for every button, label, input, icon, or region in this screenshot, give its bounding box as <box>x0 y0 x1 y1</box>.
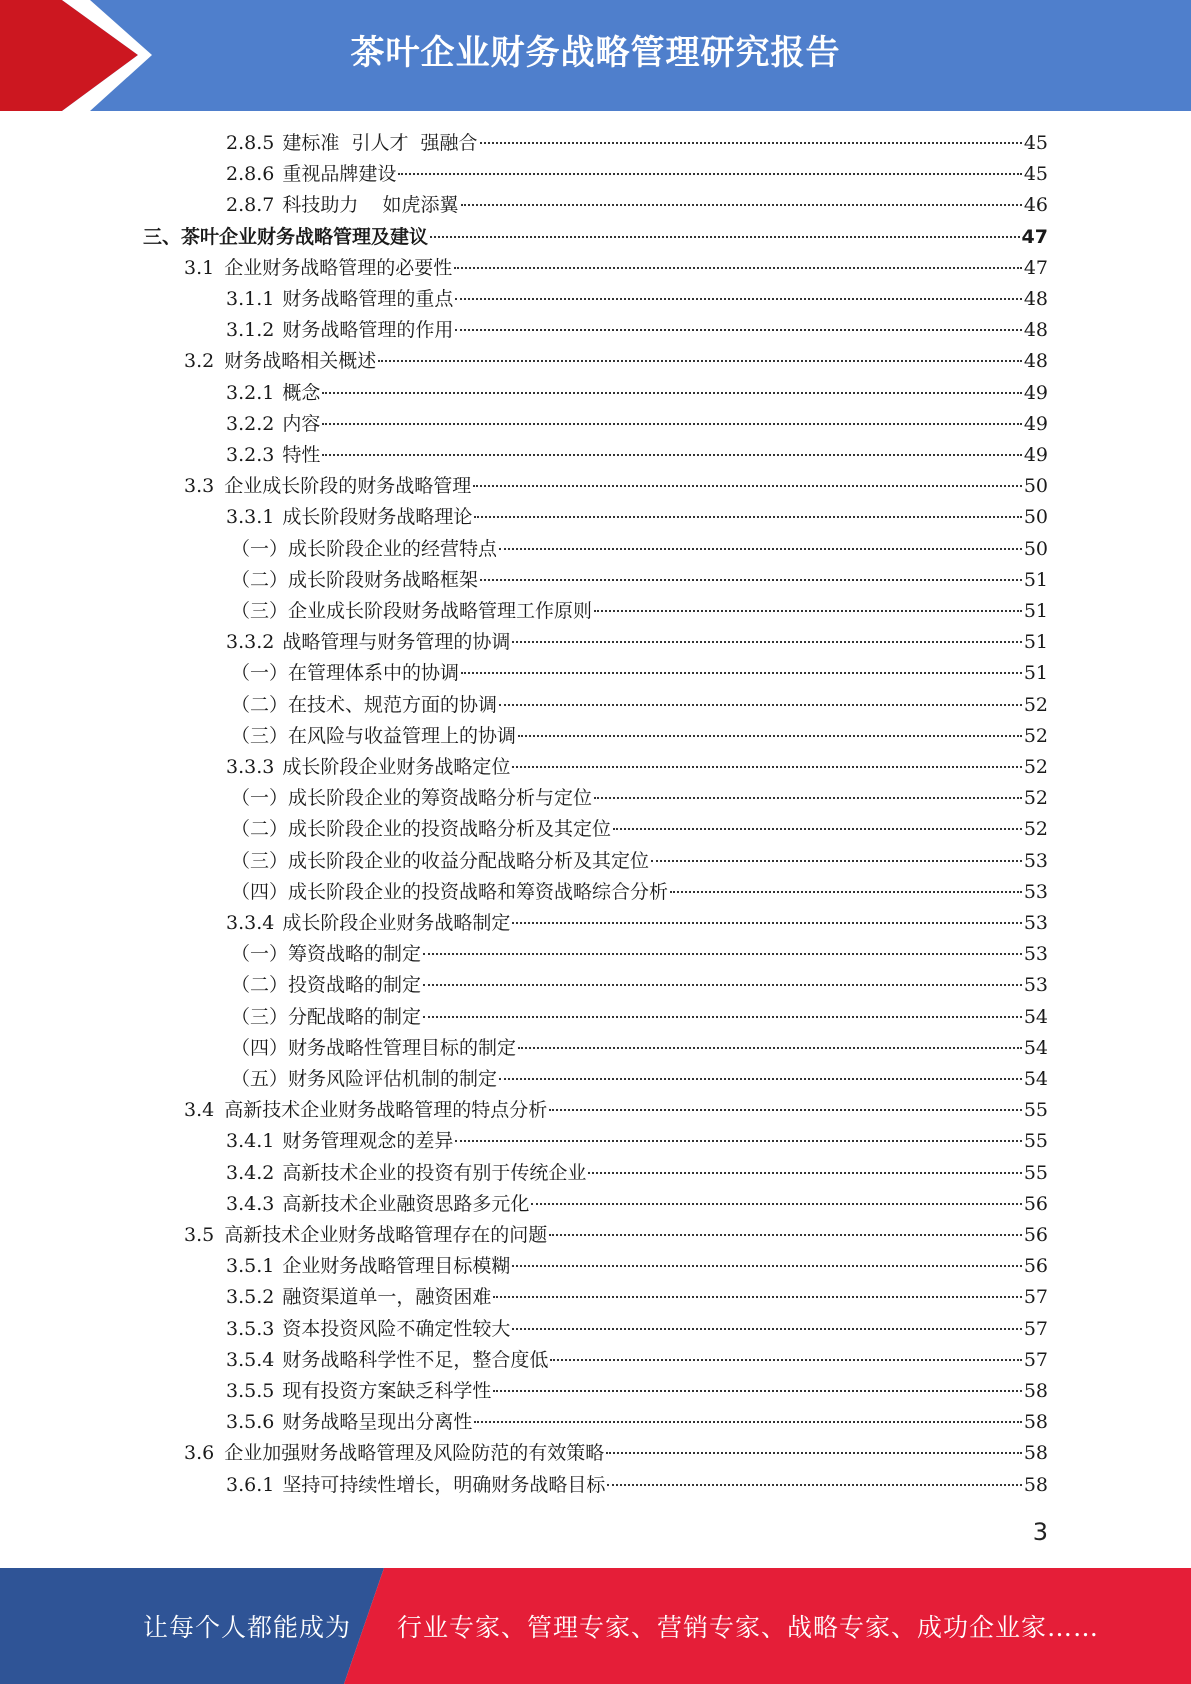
toc-entry[interactable] <box>226 409 1048 440</box>
toc-entry-number: 3.5.4 <box>226 1348 275 1371</box>
toc-entry-page: 58 <box>1023 1442 1048 1465</box>
toc-entry-page: 51 <box>1023 600 1048 622</box>
toc-dot-leader <box>461 204 1022 206</box>
toc-entry[interactable] <box>231 1064 1048 1095</box>
toc-entry-number: 3.3 <box>184 475 215 498</box>
toc-entry[interactable] <box>184 253 1048 284</box>
toc-entry-title: 高新技术企业财务战略管理存在的问题 <box>224 1224 548 1246</box>
toc-entry-title: 科技助力 如虎添翼 <box>282 194 459 217</box>
toc-entry-page: 49 <box>1023 444 1048 466</box>
toc-entry[interactable] <box>226 440 1048 471</box>
toc-entry-number: 2.8.5 <box>226 132 275 154</box>
toc-entry[interactable] <box>231 690 1048 721</box>
toc-entry-number: 2.8.6 <box>226 163 275 186</box>
toc-entry-number: 3.5.2 <box>226 1286 275 1309</box>
document-title: 茶叶企业财务战略管理研究报告 <box>350 33 841 73</box>
toc-entry[interactable] <box>231 565 1048 596</box>
toc-entry-number: 3.5.3 <box>226 1317 275 1340</box>
toc-entry-title: （二）成长阶段财务战略框架 <box>231 568 479 591</box>
toc-entry-page: 52 <box>1023 756 1048 778</box>
toc-entry[interactable] <box>226 1158 1048 1189</box>
toc-dot-leader <box>423 953 1022 955</box>
toc-entry-number: 3.6.1 <box>226 1473 275 1496</box>
toc-entry-title: （二）成长阶段企业的投资战略分析及其定位 <box>231 818 612 841</box>
toc-entry-page: 49 <box>1023 412 1048 435</box>
toc-entry-page: 51 <box>1023 568 1048 591</box>
toc-entry-title: 资本投资风险不确定性较大 <box>282 1317 511 1340</box>
toc-dot-leader <box>474 1421 1021 1423</box>
toc-dot-leader <box>461 672 1022 674</box>
toc-entry-page: 45 <box>1023 163 1048 186</box>
toc-entry-page: 45 <box>1023 132 1048 154</box>
toc-entry-page: 56 <box>1023 1192 1048 1215</box>
toc-entry-number: 3.5.1 <box>226 1255 275 1278</box>
toc-entry-page: 52 <box>1023 818 1048 841</box>
toc-entry-title: （五）财务风险评估机制的制定 <box>231 1068 498 1090</box>
toc-entry[interactable] <box>226 1189 1048 1220</box>
toc-dot-leader <box>512 1265 1021 1267</box>
toc-dot-leader <box>518 735 1022 737</box>
toc-dot-leader <box>455 1140 1021 1142</box>
toc-entry-number: 3.1 <box>184 256 215 279</box>
toc-entry-number: 3.1.2 <box>226 319 275 342</box>
toc-entry-number: 3.3.3 <box>226 756 275 778</box>
toc-entry-page: 56 <box>1023 1255 1048 1278</box>
toc-entry-title: 成长阶段企业财务战略定位 <box>282 756 511 778</box>
toc-dot-leader <box>606 1452 1022 1454</box>
toc-entry[interactable] <box>184 1095 1048 1126</box>
toc-entry-number: 3.5 <box>184 1224 215 1246</box>
page-header <box>0 0 1191 111</box>
toc-dot-leader <box>398 173 1021 175</box>
toc-entry-page: 53 <box>1023 849 1048 872</box>
toc-entry[interactable] <box>231 783 1048 814</box>
toc-entry-page: 49 <box>1023 381 1048 404</box>
toc-entry-number: 3.4 <box>184 1099 215 1122</box>
toc-entry-page: 54 <box>1023 1068 1048 1090</box>
toc-entry-title: 财务战略管理的重点 <box>282 288 454 310</box>
toc-entry[interactable] <box>226 284 1048 315</box>
toc-entry[interactable] <box>231 596 1048 627</box>
toc-entry-title: （三）企业成长阶段财务战略管理工作原则 <box>231 600 593 622</box>
toc-entry-title: （四）财务战略性管理目标的制定 <box>231 1036 517 1059</box>
toc-entry-title: 财务管理观念的差异 <box>282 1130 454 1153</box>
toc-entry-page: 48 <box>1023 319 1048 342</box>
toc-entry[interactable] <box>226 1345 1048 1376</box>
toc-dot-leader <box>549 1234 1022 1236</box>
toc-entry-page: 47 <box>1021 225 1048 248</box>
toc-entry-page: 58 <box>1023 1380 1048 1402</box>
toc-entry[interactable] <box>226 627 1048 658</box>
toc-entry-number: 3.2.1 <box>226 381 275 404</box>
toc-entry-title: 企业加强财务战略管理及风险防范的有效策略 <box>224 1442 605 1465</box>
toc-entry-page: 57 <box>1023 1286 1048 1309</box>
toc-entry[interactable] <box>231 939 1048 970</box>
toc-entry-title: （一）在管理体系中的协调 <box>231 662 460 685</box>
toc-entry-number: 3.2.2 <box>226 412 275 435</box>
toc-entry-title: 战略管理与财务管理的协调 <box>282 631 511 654</box>
footer-slogan-right: 行业专家、管理专家、营销专家、战略专家、成功企业家…… <box>397 1613 1100 1642</box>
toc-entry[interactable] <box>143 222 1048 253</box>
toc-entry-title: 三、茶叶企业财务战略管理及建议 <box>143 225 429 248</box>
toc-entry-title: 现有投资方案缺乏科学性 <box>282 1380 492 1402</box>
toc-entry-title: 高新技术企业融资思路多元化 <box>282 1192 530 1215</box>
toc-entry-number: 3.2.3 <box>226 444 275 466</box>
toc-entry-title: 概念 <box>282 381 321 404</box>
toc-entry-page: 51 <box>1023 631 1048 654</box>
toc-entry-number: 3.3.2 <box>226 631 275 654</box>
toc-entry[interactable] <box>226 159 1048 190</box>
toc-dot-leader <box>473 485 1022 487</box>
toc-entry-title: （二）投资战略的制定 <box>231 974 422 997</box>
toc-dot-leader <box>512 766 1021 768</box>
toc-dot-leader <box>550 1359 1021 1361</box>
toc-entry-title: 企业成长阶段的财务战略管理 <box>224 475 472 498</box>
toc-entry-page: 52 <box>1023 787 1048 810</box>
toc-entry-number: 3.3.4 <box>226 912 275 934</box>
toc-entry-title: （二）在技术、规范方面的协调 <box>231 693 498 716</box>
toc-entry[interactable] <box>226 1251 1048 1282</box>
toc-entry-title: 高新技术企业的投资有别于传统企业 <box>282 1161 587 1184</box>
toc-entry-number: 3.4.1 <box>226 1130 275 1153</box>
toc-entry[interactable] <box>226 1314 1048 1345</box>
toc-dot-leader <box>493 1390 1021 1392</box>
toc-dot-leader <box>474 516 1021 518</box>
toc-entry-title: 成长阶段企业财务战略制定 <box>282 912 511 934</box>
toc-entry[interactable] <box>226 908 1048 939</box>
toc-entry-title: 财务战略相关概述 <box>224 350 377 373</box>
toc-entry-title: （三）在风险与收益管理上的协调 <box>231 724 517 747</box>
toc-entry-number: 3.5.6 <box>226 1411 275 1434</box>
toc-entry-number: 3.4.2 <box>226 1161 275 1184</box>
toc-entry-number: 3.4.3 <box>226 1192 275 1215</box>
toc-entry-page: 53 <box>1023 974 1048 997</box>
toc-dot-leader <box>480 142 1022 144</box>
toc-entry-page: 51 <box>1023 662 1048 685</box>
toc-entry[interactable] <box>184 1438 1048 1469</box>
toc-dot-leader <box>670 891 1022 893</box>
toc-entry-title: 坚持可持续性增长，明确财务战略目标 <box>282 1473 606 1496</box>
toc-entry[interactable] <box>184 471 1048 502</box>
toc-entry-page: 57 <box>1023 1348 1048 1371</box>
toc-entry-page: 58 <box>1023 1473 1048 1496</box>
toc-entry[interactable] <box>231 1033 1048 1064</box>
toc-entry[interactable] <box>226 752 1048 783</box>
toc-entry[interactable] <box>231 1002 1048 1033</box>
toc-dot-leader <box>594 610 1022 612</box>
toc-entry-title: 成长阶段财务战略理论 <box>282 506 473 529</box>
toc-dot-leader <box>613 828 1022 830</box>
toc-dot-leader <box>531 1203 1021 1205</box>
page-number: 3 <box>1032 1518 1048 1546</box>
toc-entry-title: （三）成长阶段企业的收益分配战略分析及其定位 <box>231 849 650 872</box>
toc-entry-page: 55 <box>1023 1161 1048 1184</box>
toc-entry-title: （一）筹资战略的制定 <box>231 943 422 966</box>
toc-entry-title: 融资渠道单一，融资困难 <box>282 1286 492 1309</box>
toc-dot-leader <box>455 298 1021 300</box>
toc-entry-title: （一）成长阶段企业的筹资战略分析与定位 <box>231 787 593 810</box>
toc-dot-leader <box>512 1328 1021 1330</box>
toc-dot-leader <box>455 329 1021 331</box>
toc-entry-page: 53 <box>1023 943 1048 966</box>
toc-entry-page: 58 <box>1023 1411 1048 1434</box>
toc-entry[interactable] <box>226 1407 1048 1438</box>
page-footer <box>0 1568 1191 1684</box>
toc-dot-leader <box>499 548 1022 550</box>
toc-dot-leader <box>322 392 1021 394</box>
toc-dot-leader <box>549 1109 1022 1111</box>
toc-entry-number: 3.1.1 <box>226 288 275 310</box>
toc-dot-leader <box>322 454 1021 456</box>
toc-entry[interactable] <box>226 190 1048 221</box>
toc-entry-title: （一）成长阶段企业的经营特点 <box>231 537 498 560</box>
toc-dot-leader <box>512 641 1021 643</box>
toc-entry-title: （三）分配战略的制定 <box>231 1005 422 1028</box>
toc-entry-page: 54 <box>1023 1005 1048 1028</box>
toc-entry-page: 52 <box>1023 693 1048 716</box>
toc-entry[interactable] <box>226 315 1048 346</box>
toc-entry-title: 高新技术企业财务战略管理的特点分析 <box>224 1099 548 1122</box>
toc-entry-page: 52 <box>1023 724 1048 747</box>
toc-entry-page: 47 <box>1023 256 1048 279</box>
toc-entry[interactable] <box>231 970 1048 1001</box>
toc-dot-leader <box>499 704 1022 706</box>
toc-entry-page: 54 <box>1023 1036 1048 1059</box>
toc-entry[interactable] <box>226 502 1048 533</box>
toc-entry[interactable] <box>231 814 1048 845</box>
toc-dot-leader <box>480 579 1022 581</box>
toc-entry-number: 2.8.7 <box>226 194 275 217</box>
toc-dot-leader <box>518 1047 1022 1049</box>
toc-entry-page: 53 <box>1023 880 1048 903</box>
toc-entry-page: 56 <box>1023 1224 1048 1246</box>
toc-entry-page: 53 <box>1023 912 1048 934</box>
toc-entry-page: 50 <box>1023 537 1048 560</box>
toc-entry-page: 57 <box>1023 1317 1048 1340</box>
toc-entry-title: （四）成长阶段企业的投资战略和筹资战略综合分析 <box>231 880 669 903</box>
toc-entry[interactable] <box>226 1376 1048 1407</box>
toc-entry[interactable] <box>226 128 1048 159</box>
toc-entry-page: 48 <box>1023 350 1048 373</box>
toc-dot-leader <box>423 1016 1022 1018</box>
toc-dot-leader <box>454 267 1022 269</box>
toc-entry[interactable] <box>231 658 1048 689</box>
toc-entry-page: 46 <box>1023 194 1048 217</box>
toc-entry-number: 3.3.1 <box>226 506 275 529</box>
toc-dot-leader <box>378 360 1022 362</box>
toc-entry[interactable] <box>231 534 1048 565</box>
toc-dot-leader <box>594 797 1022 799</box>
toc-entry-title: 企业财务战略管理的必要性 <box>224 256 453 279</box>
toc-entry-page: 55 <box>1023 1099 1048 1122</box>
toc-entry-page: 50 <box>1023 475 1048 498</box>
toc-entry-number: 3.6 <box>184 1442 215 1465</box>
toc-entry-title: 企业财务战略管理目标模糊 <box>282 1255 511 1278</box>
toc-entry-title: 内容 <box>282 412 321 435</box>
toc-dot-leader <box>588 1172 1021 1174</box>
toc-entry-title: 财务战略管理的作用 <box>282 319 454 342</box>
toc-dot-leader <box>499 1078 1022 1080</box>
toc-entry[interactable] <box>226 1282 1048 1313</box>
footer-slogan-left: 让每个人都能成为 <box>143 1613 352 1642</box>
toc-entry[interactable] <box>226 1470 1048 1501</box>
toc-dot-leader <box>607 1484 1021 1486</box>
toc-entry[interactable] <box>231 721 1048 752</box>
toc-entry-title: 建标准 引人才 强融合 <box>282 132 478 154</box>
toc-entry[interactable] <box>184 1220 1048 1251</box>
toc-entry-title: 重视品牌建设 <box>282 163 397 186</box>
toc-entry-title: 财务战略科学性不足，整合度低 <box>282 1348 549 1371</box>
toc-dot-leader <box>651 860 1022 862</box>
toc-entry[interactable] <box>184 346 1048 377</box>
toc-entry-page: 55 <box>1023 1130 1048 1153</box>
toc-dot-leader <box>512 922 1021 924</box>
toc-entry[interactable] <box>226 378 1048 409</box>
toc-entry[interactable] <box>231 877 1048 908</box>
toc-dot-leader <box>430 236 1020 238</box>
toc-dot-leader <box>322 423 1021 425</box>
toc-entry-title: 财务战略呈现出分离性 <box>282 1411 473 1434</box>
toc-entry[interactable] <box>226 1126 1048 1157</box>
toc-entry-number: 3.5.5 <box>226 1380 275 1402</box>
toc-dot-leader <box>493 1296 1021 1298</box>
toc-entry-title: 特性 <box>282 444 321 466</box>
toc-entry-page: 48 <box>1023 288 1048 310</box>
toc-entry-page: 50 <box>1023 506 1048 529</box>
toc-entry-number: 3.2 <box>184 350 215 373</box>
toc-dot-leader <box>423 984 1022 986</box>
toc-entry[interactable] <box>231 846 1048 877</box>
